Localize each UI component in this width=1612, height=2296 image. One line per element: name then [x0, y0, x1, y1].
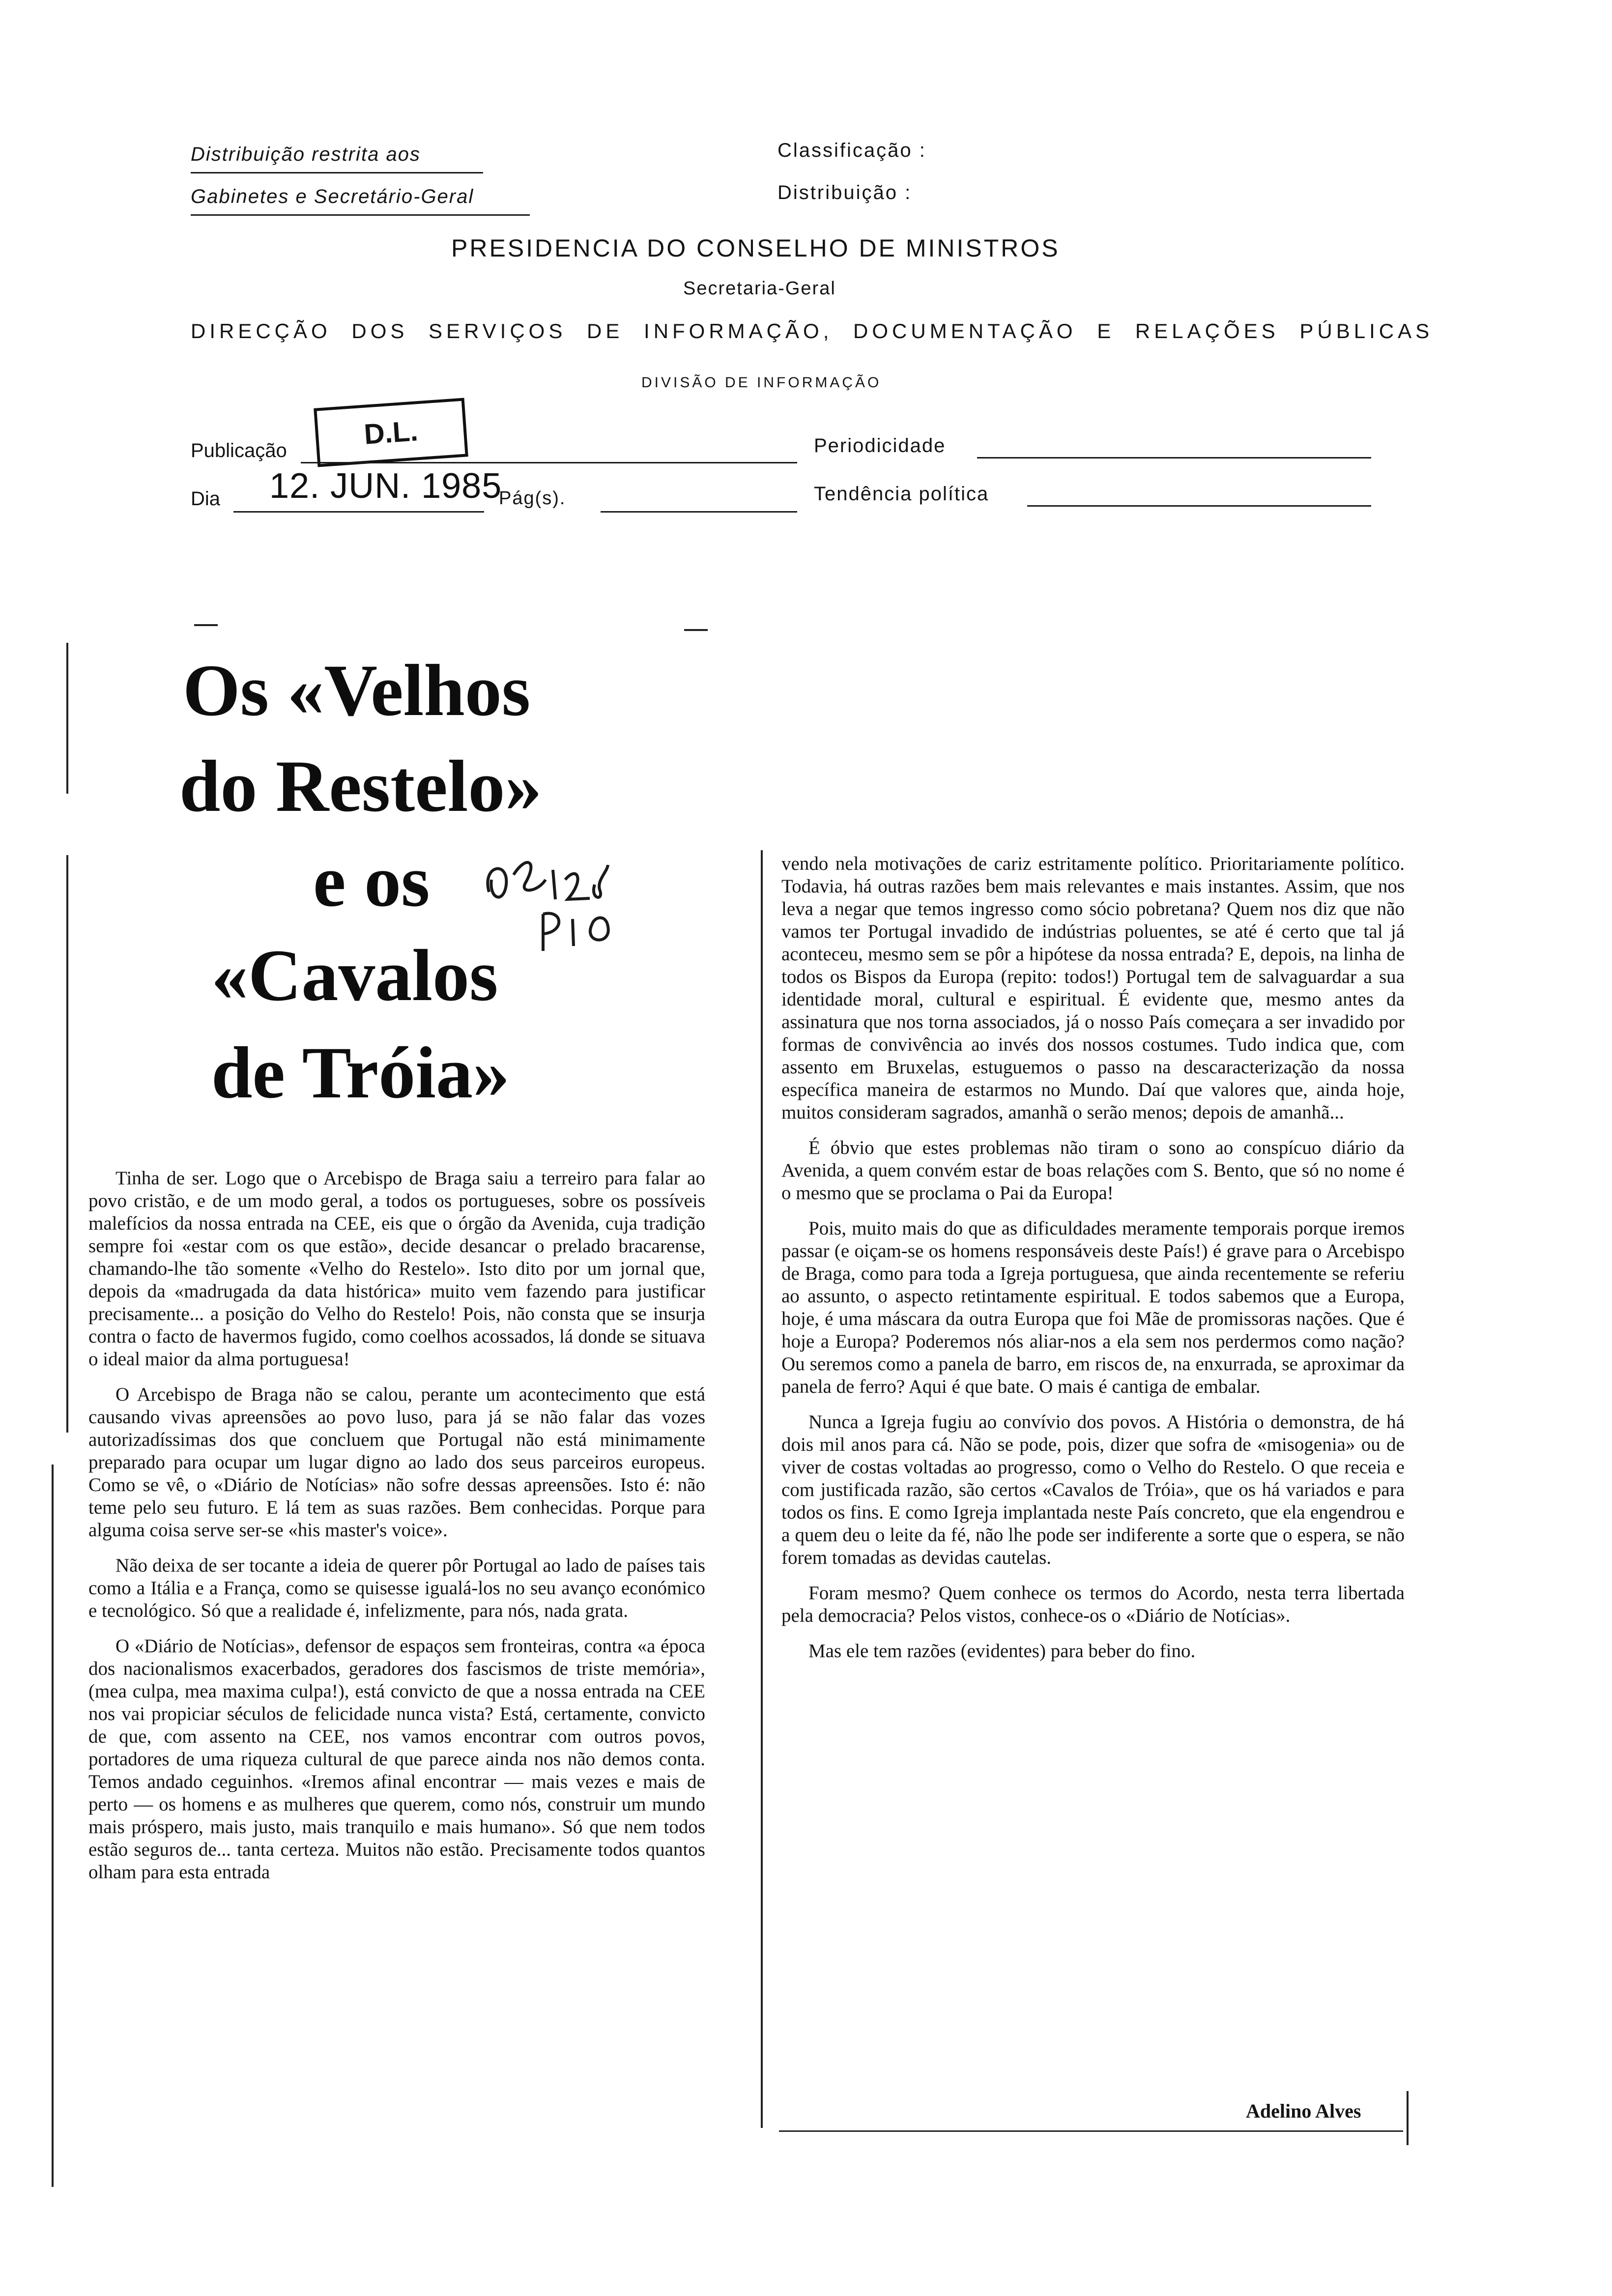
- paragraph: Mas ele tem razões (evidentes) para beber do fino.: [808, 1640, 1196, 1662]
- handwritten-note: [479, 845, 641, 958]
- clip-mark: [684, 629, 708, 631]
- secretariat-heading: Secretaria-Geral: [683, 278, 836, 299]
- distribution-restricted-line2: Gabinetes e Secretário-Geral: [191, 186, 474, 207]
- article-title-line3: e os: [313, 840, 430, 922]
- classification-label: Classificação :: [777, 140, 926, 161]
- paragraph: Foram mesmo? Quem conhece os termos do Acordo, nesta terra libertada pela democracia? Pelos vistos, conhece-os o «Diário de Notícias».: [781, 1582, 1405, 1626]
- end-line: [779, 2130, 1403, 2132]
- dl-stamp: D.L.: [314, 398, 468, 467]
- day-line: [233, 511, 484, 513]
- paragraph: O Arcebispo de Braga não se calou, perante um acontecimento que está causando vivas apreensões ao povo luso, para já se não falar das vozes autorizadíssimas dos que concluem que Portugal não está minimamente preparado para ocupar um lugar digno ao lado dos seus parceiros europeus. Como se vê, o «Diário de Notícias» não sofre dessas apreensões. Isto é: não teme pelo seu futuro. E lá tem as suas razões. Bem conhecidas. Porque para alguma coisa serve ser-se «his master's voice».: [88, 1384, 705, 1541]
- column-rule: [761, 850, 763, 2128]
- article-title-line5: de Tróia»: [211, 1032, 510, 1114]
- publication-line: [301, 462, 797, 463]
- underline: [191, 172, 483, 173]
- underline: [191, 214, 530, 216]
- paragraph: Tinha de ser. Logo que o Arcebispo de Braga saiu a terreiro para falar ao povo cristão, e de um modo geral, a todos os portugueses, sobre os possíveis malefícios da nossa entrada na CEE, eis que o órgão da Avenida, cuja tradição sempre foi «estar com os que estão», decide desancar o prelado bracarense, chamando-lhe tão somente «Velho do Restelo». Isto dito por um jornal que, depois da «madrugada da data histórica» muito vem fazendo para justificar precisamente... a posição do Velho do Restelo! Pois, não consta que se insurja contra o facto de havermos fugido, como coelhos acossados, lá donde se situava o ideal maior da alma portuguesa!: [88, 1168, 705, 1370]
- paragraph: Nunca a Igreja fugiu ao convívio dos povos. A História o demonstra, de há dois mil anos para cá. Não se pode, pois, dizer que sofra de «misogenia» ou de viver de costas voltadas ao progresso, como o Velho do Restelo. O que receia e com justificada razão, são certos «Cavalos de Tróia», que os há variados e para todos os fins. E como Igreja implantada neste País concreto, que ela engendrou e a quem deu o leite da fé, não lhe pode ser indiferente a sorte que o espera, se não forem tomadas as devidas cautelas.: [781, 1411, 1405, 1568]
- distribution-label: Distribuição :: [777, 182, 912, 203]
- division-heading: DIVISÃO DE INFORMAÇÃO: [641, 374, 882, 391]
- tendency-line: [1027, 505, 1371, 507]
- article-title-line2: do Restelo»: [179, 746, 542, 827]
- paragraph: É óbvio que estes problemas não tiram o sono ao conspícuo diário da Avenida, a quem convém estar de boas relações com S. Bento, que só no nome é o mesmo que se proclama o Pai da Europa!: [781, 1137, 1405, 1204]
- clip-mark: [194, 624, 218, 626]
- paragraph: vendo nela motivações de cariz estritamente político. Prioritariamente político. Todavia, há outras razões bem mais relevantes e mais instantes. Assim, que nos leva a negar que temos ingresso como sócio pobretana? Quem nos diz que não vamos ter Portugal invadido de indústrias poluentes, se até é certo que tal já aconteceu, mesmo sem se pôr a hipótese da nossa entrada? E, depois, na linha de todos os Bispos da Europa (repito: todos!) Portugal tem de salvaguardar a sua identidade moral, cultural e espiritual. É evidente que, mesmo antes da assinatura que nos torna associados, já o nosso País começara a ser invadido por formas de convivência ao invés dos nossos costumes. Tudo indica que, com assento em Bruxelas, estuguemos o passo na descaracterização da nossa específica maneira de estarmos no Mundo. Daí que valores que, ainda hoje, muitos consideram sagrados, amanhã o serão menos; depois de amanhã...: [781, 853, 1405, 1123]
- pages-line: [601, 511, 797, 513]
- periodicity-label: Periodicidade: [814, 435, 946, 457]
- presidency-heading: PRESIDENCIA DO CONSELHO DE MINISTROS: [451, 234, 1060, 262]
- handwriting-icon: [479, 845, 641, 958]
- left-margin-rule: [66, 643, 68, 794]
- author-byline: Adelino Alves: [1246, 2100, 1361, 2122]
- left-margin-rule: [52, 1464, 54, 2187]
- publication-label: Publicação: [191, 440, 287, 461]
- article-left-column: [88, 1167, 705, 1896]
- article-right-column: [781, 853, 1405, 1675]
- distribution-restricted-line1: Distribuição restrita aos: [191, 144, 421, 165]
- directorate-heading: DIRECÇÃO DOS SERVIÇOS DE INFORMAÇÃO, DOCUMENTAÇÃO E RELAÇÕES PÚBLICAS: [191, 319, 1434, 343]
- paragraph: Não deixa de ser tocante a ideia de querer pôr Portugal ao lado de países tais como a Itália e a França, como se quisesse igualá-los no seu avanço económico e tecnológico. Só que a realidade é, infelizmente, para nós, nada grata.: [88, 1555, 705, 1621]
- left-margin-rule: [66, 855, 68, 1433]
- paragraph: O «Diário de Notícias», defensor de espaços sem fronteiras, contra «a época dos nacionalismos exacerbados, geradores dos fascismos de triste memória», (mea culpa, mea maxima culpa!), está convicto de que a nossa entrada na CEE nos vai propiciar séculos de felicidade nunca vista? Está, certamente, convicto de que, com assento na CEE, nos vamos encontrar com outros povos, portadores de uma riqueza cultural de que parece ainda nos não demos conta. Temos andado ceguinhos. «Iremos afinal encontrar — mais vezes e mais de perto — os homens e as mulheres que querem, como nós, construir um mundo mais próspero, mais justo, mais tranquilo e mais humano». Só que nem todos estão seguros de... tanta certeza. Muitos não estão. Precisamente todos quantos olham para esta entrada: [88, 1636, 705, 1883]
- paragraph: Pois, muito mais do que as dificuldades meramente temporais porque iremos passar (e oiçam-se os homens responsáveis deste País!) é grave para o Arcebispo de Braga, como para toda a Igreja portuguesa, que ainda recentemente se referiu ao assunto, o aspecto retintamente espiritual. E todos sabemos que a Europa, hoje, é uma máscara da outra Europa que foi Mãe de promissoras nações. Que é hoje a Europa? Poderemos nós aliar-nos a ela sem nos perdermos como nação? Ou seremos como a panela de barro, em riscos de, na enxurrada, se aproximar da panela de ferro? Aqui é que bate. O mais é cantiga de embalar.: [781, 1218, 1405, 1397]
- article-title-line1: Os «Velhos: [183, 650, 531, 731]
- day-label: Dia: [191, 488, 221, 510]
- article-title-line4: «Cavalos: [211, 935, 498, 1016]
- pages-label: Pág(s).: [499, 488, 566, 509]
- day-value: 12. JUN. 1985: [269, 466, 502, 506]
- end-rule: [1407, 2091, 1409, 2145]
- periodicity-line: [977, 457, 1371, 459]
- tendency-label: Tendência política: [814, 483, 989, 505]
